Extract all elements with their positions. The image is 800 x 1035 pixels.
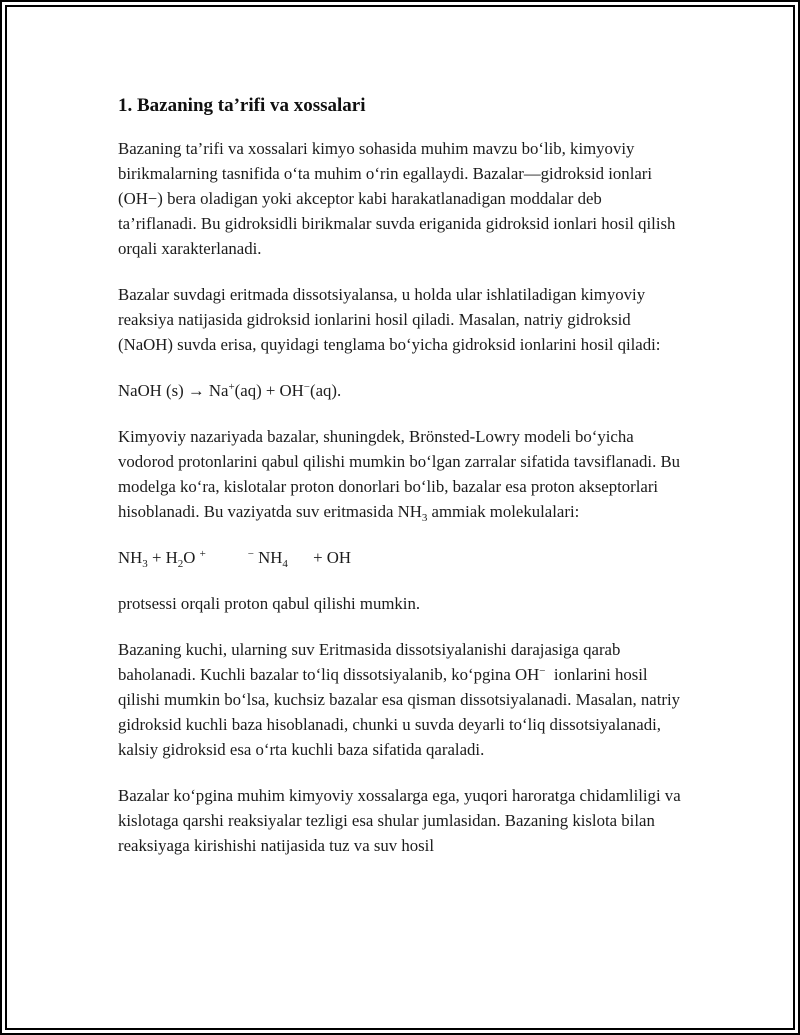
paragraph-proton-process: protsessi orqali proton qabul qilishi mumkin. <box>118 594 421 613</box>
equation-ammonia-water: $NH_3 + H_2O$ + − $NH_4$ + OH <box>118 548 351 570</box>
paragraph-dissociation: Bazalar suvdagi eritmada dissotsiyalansa, u holda ular ishlatiladigan kimyoviy reaksiya natijasida gidroksid ionlarini hosil qiladi. Masalan, natriy gidroksid (NaOH) suvda erisa, quyidagi tenglama bo‘yicha gidroksid ionlarini hosil qiladi: <box>118 285 661 354</box>
paragraph-bronsted-lowry: Kimyoviy nazariyada bazalar, shuningdek, Brönsted-Lowry modeli bo‘yicha vodorod protonlarini qabul qilishi mumkin bo‘lgan zarralar sifatida tavsiflanadi. Bu modelga ko‘ra, kislotalar proton donorlari bo‘lib, bazalar esa proton akseptorlari hisoblanadi. Bu vaziyatda suv eritmasida $NH_3$ ammiak molekulalari: <box>118 427 681 524</box>
paragraph-base-strength: Bazaning kuchi, ularning suv Eritmasida dissotsiyalanishi darajasiga qarab baholanadi. Kuchli bazalar to‘liq dissotsiyalanib, ko‘pgina OH− ionlarini hosil qilishi mumkin bo‘lsa, kuchsiz bazalar esa qisman dissotsiyalanadi. Masalan, natriy gidroksid kuchli baza hisoblanadi, chunki u suvda deyarli to‘liq dissotsiyalanadi, kalsiy gidroksid esa o‘rta kuchli baza sifatida qaraladi. <box>118 640 681 759</box>
page-inner-frame <box>5 5 795 1030</box>
equation-naoh-dissociation: NaOH (s) → Na+(aq) + OH−(aq). <box>118 381 342 400</box>
section-title: 1. Bazaning ta’rifi va xossalari <box>118 95 366 116</box>
page-content <box>118 93 684 858</box>
paragraph-chemical-properties: Bazalar ko‘pgina muhim kimyoviy xossalarga ega, yuqori haroratga chidamliligi va kislotaga qarshi reaksiyalar tezligi esa shular jumlasidan. Bazaning kislota bilan reaksiyaga kirishishi natijasida tuz va suv hosil <box>118 786 681 855</box>
paragraph-base-definition: Bazaning ta’rifi va xossalari kimyo sohasida muhim mavzu bo‘lib, kimyoviy birikmalarning tasnifida o‘ta muhim o‘rin egallaydi. Bazalar—gidroksid ionlari (OH−) bera oladigan yoki akceptor kabi harakatlanadigan moddalar deb ta’riflanadi. Bu gidroksidli birikmalar suvda eriganida gidroksid ionlari hosil qilish orqali xarakterlanadi. <box>118 139 676 258</box>
